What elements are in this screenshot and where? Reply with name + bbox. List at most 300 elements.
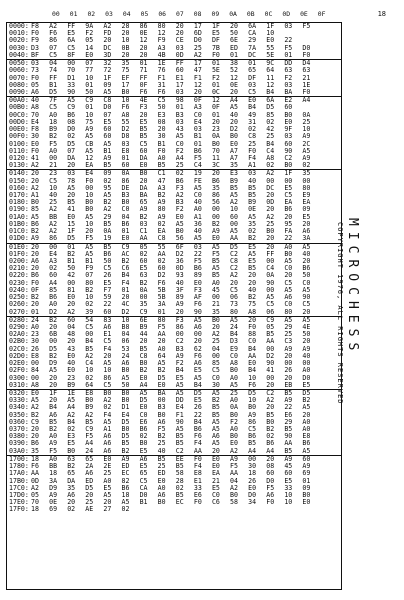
hex-cell: 47: [193, 66, 202, 75]
hex-cell: F9: [31, 36, 39, 45]
hex-cell: A5: [211, 439, 220, 448]
hex-cell: 01: [230, 50, 238, 59]
hex-cell: EA: [85, 161, 94, 170]
hex-cell: 60: [175, 66, 184, 75]
hex-cell: 02: [139, 249, 148, 258]
hex-cell: 25: [284, 330, 293, 339]
hex-cell: F2: [284, 73, 293, 82]
hex-cell: 8F: [67, 50, 76, 59]
hex-cell: D2: [266, 351, 275, 360]
hex-cell: B2: [85, 285, 94, 294]
hex-cell: 73: [31, 66, 39, 75]
hex-cell: A6: [193, 359, 202, 368]
hex-cell: C5: [139, 139, 148, 148]
hex-cell: 25: [193, 43, 202, 52]
hex-cell: 76: [157, 66, 166, 75]
hex-cell: 03: [139, 219, 148, 228]
hex-cell: 43: [67, 344, 76, 353]
hex-cell: EB: [284, 380, 293, 389]
hex-cell: A6: [139, 454, 148, 463]
hex-cell: D8: [121, 132, 130, 141]
column-header-cell: 0C: [264, 10, 273, 18]
hex-cell: 24: [230, 322, 238, 331]
hex-cell: F6: [121, 103, 130, 112]
hex-cell: A2: [85, 410, 94, 419]
hex-cell: B0: [121, 198, 130, 207]
hex-cell: A9: [49, 439, 58, 448]
hex-cell: 42: [266, 125, 275, 134]
hex-cell: 08: [67, 117, 76, 126]
row-address: 0260:: [9, 300, 29, 309]
hex-cell: B0: [175, 227, 184, 236]
hex-cell: 81: [67, 285, 76, 294]
hex-cell: E8: [85, 388, 94, 397]
hex-cell: C4: [193, 161, 202, 170]
hex-cell: A2: [266, 396, 275, 405]
hex-cell: 20: [121, 293, 130, 302]
hex-cell: CE: [175, 36, 184, 45]
hex-cell: E5: [211, 29, 220, 38]
hex-cell: 01: [211, 110, 220, 119]
hex-cell: E0: [211, 462, 220, 471]
hex-cell: A4: [85, 439, 94, 448]
hex-cell: B2: [157, 191, 166, 200]
column-header-cell: 01: [69, 10, 78, 18]
hex-cell: 00: [266, 176, 275, 185]
hex-cell: C5: [103, 380, 112, 389]
hex-cell: 20: [248, 278, 257, 287]
hex-cell: 69: [302, 469, 311, 478]
hex-cell: C4: [266, 264, 275, 273]
hex-cell: B0: [230, 432, 238, 441]
hex-cell: 20: [248, 315, 257, 324]
hex-cell: A5: [248, 212, 257, 221]
hex-cell: 60: [230, 212, 238, 221]
hex-cell: A6: [284, 293, 293, 302]
hex-cell: 02: [302, 161, 311, 170]
hex-cell: 20: [193, 87, 202, 96]
hex-cell: 5E: [266, 50, 275, 59]
hex-cell: B0: [121, 425, 130, 434]
hex-cell: A5: [85, 249, 94, 258]
hex-cell: 18: [121, 491, 130, 499]
hex-cell: 01: [85, 103, 94, 112]
hex-cell: ED: [121, 462, 130, 471]
row-address: 0300:: [9, 373, 29, 382]
hex-cell: 4E: [139, 96, 148, 105]
hex-cell: 48: [67, 330, 76, 339]
hex-cell: 25: [266, 132, 275, 141]
hex-cell: 18: [31, 505, 39, 514]
hex-cell: E5: [193, 366, 202, 375]
row-address: 02B0:: [9, 337, 29, 346]
hex-cell: 90: [266, 278, 275, 287]
hex-cell: CB: [85, 139, 94, 148]
hex-cell: A5: [67, 396, 76, 405]
hex-cell: 10: [284, 491, 293, 499]
hex-cell: E0: [139, 373, 148, 382]
hex-cell: A8: [230, 359, 238, 368]
row-address: 0270:: [9, 307, 29, 316]
hex-cell: 40: [157, 446, 166, 455]
hex-cell: 86: [49, 234, 58, 243]
hex-cell: 03: [175, 43, 184, 52]
column-header-cell: 00: [52, 10, 60, 18]
hex-cell: 20: [31, 242, 39, 251]
hex-cell: E9: [302, 191, 311, 200]
hex-cell: 33: [67, 80, 76, 89]
hex-cell: C0: [230, 351, 238, 360]
hex-cell: A5: [121, 373, 130, 382]
hex-cell: B6: [49, 293, 58, 302]
hex-cell: B5: [248, 191, 257, 200]
hex-cell: 05: [266, 322, 275, 331]
hex-cell: 2C: [302, 139, 311, 148]
row-address: 00D0:: [9, 117, 29, 126]
hex-cell: E5: [67, 439, 76, 448]
hex-cell: E8: [31, 351, 39, 360]
hex-cell: 05: [139, 242, 148, 251]
hex-cell: 00: [67, 278, 76, 287]
hex-cell: B2: [31, 227, 39, 236]
hex-cell: A2: [49, 205, 58, 214]
column-header-cell: 07: [176, 10, 184, 18]
hex-cell: AA: [139, 234, 148, 243]
hex-cell: 02: [121, 505, 130, 514]
hex-cell: 90: [266, 359, 275, 368]
hex-cell: 20: [302, 219, 311, 228]
hex-cell: C5: [284, 191, 293, 200]
hex-cell: B3: [175, 110, 184, 119]
hex-cell: 72: [103, 66, 112, 75]
hex-cell: A2: [49, 22, 58, 30]
hex-cell: F2: [175, 146, 184, 155]
hex-cell: 1F: [284, 169, 293, 178]
hex-cell: 95: [103, 183, 112, 192]
hex-cell: A2: [230, 271, 238, 280]
table-row: [7, 89, 341, 96]
hex-cell: E4: [85, 169, 94, 178]
hex-cell: 0A: [230, 403, 238, 412]
column-header-cell: 0D: [282, 10, 291, 18]
hex-cell: B5: [139, 125, 148, 134]
hex-cell: B3: [175, 344, 184, 353]
hex-cell: 75: [121, 66, 130, 75]
row-address: 0290:: [9, 322, 29, 331]
hex-cell: A5: [103, 491, 112, 499]
hex-cell: 10: [85, 219, 94, 228]
hex-cell: F2: [85, 29, 94, 38]
table-row: [7, 52, 341, 59]
hex-cell: 02: [266, 161, 275, 170]
hex-cell: 2A: [85, 462, 94, 471]
hex-cell: A1: [31, 191, 39, 200]
hex-cell: 0B: [121, 43, 130, 52]
hex-cell: F0: [31, 29, 39, 38]
hex-cell: 3A: [302, 234, 311, 243]
hex-cell: 08: [266, 462, 275, 471]
hex-cell: 80: [85, 278, 94, 287]
hex-cell: 3C: [211, 161, 220, 170]
hex-cell: A2: [103, 396, 112, 405]
row-address: 0280:: [9, 315, 29, 324]
row-address: 0320:: [9, 388, 29, 397]
hex-cell: 20: [49, 380, 58, 389]
hex-cell: 1F: [211, 22, 220, 30]
hex-cell: B3: [157, 403, 166, 412]
hex-cell: C5: [139, 476, 148, 485]
hex-cell: 02: [85, 300, 94, 309]
hex-cell: BA: [139, 191, 148, 200]
hex-cell: E0: [31, 388, 39, 397]
hex-cell: B6: [193, 264, 202, 273]
hex-cell: 00: [49, 337, 58, 346]
hex-cell: F6: [193, 432, 202, 441]
hex-cell: AA: [266, 337, 275, 346]
hex-cell: 20: [139, 337, 148, 346]
row-address: 0110:: [9, 146, 29, 155]
hex-cell: A6: [103, 432, 112, 441]
hex-cell: B0: [284, 110, 293, 119]
hex-cell: 17: [193, 59, 202, 68]
hex-cell: 02: [67, 505, 76, 514]
hex-cell: 42: [67, 271, 76, 280]
hex-cell: 10: [302, 125, 311, 134]
hex-cell: F3: [175, 315, 184, 324]
hex-cell: B5: [284, 425, 293, 434]
hex-cell: 12: [211, 96, 220, 105]
hex-cell: 25: [230, 388, 238, 397]
hex-cell: 25: [248, 139, 257, 148]
hex-cell: B5: [248, 183, 257, 192]
hex-cell: EA: [157, 227, 166, 236]
hex-cell: 80: [284, 307, 293, 316]
hex-cell: 50: [67, 264, 76, 273]
hex-cell: A4: [248, 446, 257, 455]
hex-cell: B5: [139, 132, 148, 141]
hex-cell: 28: [175, 476, 184, 485]
hex-cell: B2: [103, 198, 112, 207]
hex-cell: 23: [49, 169, 58, 178]
hex-cell: EA: [211, 469, 220, 478]
hex-cell: C0: [211, 491, 220, 499]
hex-cell: 35: [121, 59, 130, 68]
hex-cell: 22: [284, 403, 293, 412]
hex-cell: F5: [211, 249, 220, 258]
hex-cell: A2: [31, 403, 39, 412]
hex-cell: 20: [266, 234, 275, 243]
hex-cell: 02: [139, 432, 148, 441]
hex-cell: E1: [103, 330, 112, 339]
hex-cell: B6: [175, 176, 184, 185]
hex-cell: A5: [49, 366, 58, 375]
hex-cell: 20: [175, 29, 184, 38]
hex-cell: 80: [157, 22, 166, 30]
hex-cell: C8: [248, 132, 257, 141]
hex-cell: A6: [67, 491, 76, 499]
row-address: 01D0:: [9, 234, 29, 243]
hex-cell: F6: [157, 87, 166, 96]
hex-cell: E6: [193, 491, 202, 499]
hex-cell: E0: [230, 439, 238, 448]
page-number: 18: [377, 10, 386, 18]
hex-cell: F5: [157, 322, 166, 331]
row-address: 0010:: [9, 29, 29, 38]
hex-cell: D2: [121, 307, 130, 316]
hex-cell: E0: [67, 351, 76, 360]
hex-cell: 60: [284, 103, 293, 112]
hex-cell: 40: [175, 278, 184, 287]
hex-cell: D5: [139, 396, 148, 405]
hex-cell: 7F: [49, 96, 58, 105]
hex-cell: A5: [211, 264, 220, 273]
hex-cell: 36: [175, 257, 184, 265]
hex-cell: B6: [302, 439, 311, 448]
hex-cell: 30: [31, 337, 39, 346]
hex-cell: 20: [230, 87, 238, 96]
hex-cell: A5: [248, 249, 257, 258]
hex-cell: C0: [175, 139, 184, 148]
hex-cell: B9: [49, 125, 58, 134]
row-cells: [31, 162, 321, 169]
hex-cell: EF: [121, 73, 130, 82]
hex-cell: 23: [211, 125, 220, 134]
hex-cell: C8: [230, 257, 238, 265]
hex-cell: A5: [67, 96, 76, 105]
hex-cell: 03: [67, 169, 76, 178]
hex-cell: 86: [49, 36, 58, 45]
hex-cell: 0A: [211, 132, 220, 141]
hex-cell: A5: [175, 388, 184, 397]
hex-cell: E0: [284, 117, 293, 126]
hex-cell: AA: [230, 469, 238, 478]
hex-cell: 52: [230, 66, 238, 75]
hex-cell: A5: [230, 227, 238, 236]
hex-cell: B6: [31, 219, 39, 228]
hex-cell: A5: [85, 146, 94, 155]
hex-cell: B2: [121, 257, 130, 265]
hex-cell: 5B: [157, 293, 166, 302]
hex-cell: 03: [193, 125, 202, 134]
hex-cell: 20: [211, 169, 220, 178]
hex-cell: 02: [175, 169, 184, 178]
hex-cell: 0A: [302, 110, 311, 119]
hex-cell: A5: [103, 191, 112, 200]
hex-cell: B0: [248, 403, 257, 412]
hex-cell: F0: [85, 176, 94, 185]
hex-cell: B6: [302, 264, 311, 273]
hex-cell: A6: [103, 439, 112, 448]
hex-cell: 07: [49, 43, 58, 52]
hex-cell: C5: [266, 300, 275, 309]
row-address: 0230:: [9, 278, 29, 287]
hex-cell: E4: [121, 410, 130, 419]
hex-cell: 5B: [157, 285, 166, 294]
hex-cell: 00: [284, 359, 293, 368]
hex-cell: 60: [67, 315, 76, 324]
hex-cell: F2: [230, 417, 238, 426]
hex-cell: B0: [211, 315, 220, 324]
hex-cell: C5: [49, 50, 58, 59]
row-cells: [31, 448, 321, 455]
hex-cell: 49: [248, 110, 257, 119]
hex-cell: A6: [157, 417, 166, 426]
hex-cell: 0A: [139, 285, 148, 294]
hex-cell: A5: [103, 417, 112, 426]
hex-cell: B2: [211, 396, 220, 405]
hex-cell: B2: [67, 249, 76, 258]
hex-cell: B0: [157, 498, 166, 507]
hex-cell: 70: [67, 66, 76, 75]
hex-cell: F2: [211, 73, 220, 82]
hex-cell: B0: [85, 198, 94, 207]
hex-cell: A2: [230, 198, 238, 207]
hex-cell: 44: [139, 330, 148, 339]
hex-cell: B5: [211, 271, 220, 280]
hex-cell: 85: [49, 285, 58, 294]
hex-cell: 01: [121, 153, 130, 162]
hex-cell: C4: [266, 146, 275, 155]
hex-cell: 17: [193, 22, 202, 30]
hex-cell: A5: [211, 425, 220, 434]
hex-cell: E5: [103, 278, 112, 287]
hex-cell: 25: [157, 439, 166, 448]
hex-cell: 60: [139, 257, 148, 265]
hex-cell: 50: [302, 330, 311, 339]
hex-cell: DD: [175, 396, 184, 405]
hex-cell: F9: [85, 264, 94, 273]
hex-cell: 20: [67, 161, 76, 170]
hex-cell: 40: [302, 249, 311, 258]
hex-cell: 15: [67, 219, 76, 228]
row-address: 00B0:: [9, 103, 29, 112]
hex-cell: 12: [85, 153, 94, 162]
hex-cell: 60: [302, 454, 311, 463]
hex-cell: A5: [230, 315, 238, 324]
hex-cell: C5: [85, 322, 94, 331]
hex-cell: A2: [31, 161, 39, 170]
hex-cell: 03: [193, 242, 202, 251]
hex-cell: D5: [248, 388, 257, 397]
table-row: [7, 382, 341, 389]
hex-cell: F0: [193, 454, 202, 463]
hex-cell: A1: [248, 161, 257, 170]
hex-cell: 73: [230, 300, 238, 309]
hex-cell: A0: [230, 396, 238, 405]
hex-cell: 20: [139, 110, 148, 119]
hex-cell: 80: [157, 315, 166, 324]
hex-cell: F2: [175, 359, 184, 368]
hex-cell: B0: [302, 491, 311, 499]
hex-cell: 82: [121, 476, 130, 485]
hex-cell: B4: [230, 330, 238, 339]
hex-cell: A2: [67, 410, 76, 419]
hex-cell: B6: [121, 483, 130, 492]
hex-cell: B4: [175, 366, 184, 375]
hex-cell: C0: [284, 264, 293, 273]
hex-cell: 00: [211, 351, 220, 360]
hex-cell: 03: [31, 59, 39, 68]
row-address: 0380:: [9, 432, 29, 441]
hex-cell: 4B: [157, 50, 166, 59]
hex-cell: 12: [193, 80, 202, 89]
row-address: 0240:: [9, 285, 29, 294]
hex-cell: A0: [49, 146, 58, 155]
hex-cell: A2: [103, 22, 112, 30]
hex-cell: B0: [211, 139, 220, 148]
row-address: 0130:: [9, 161, 29, 170]
hex-cell: 25: [266, 219, 275, 228]
